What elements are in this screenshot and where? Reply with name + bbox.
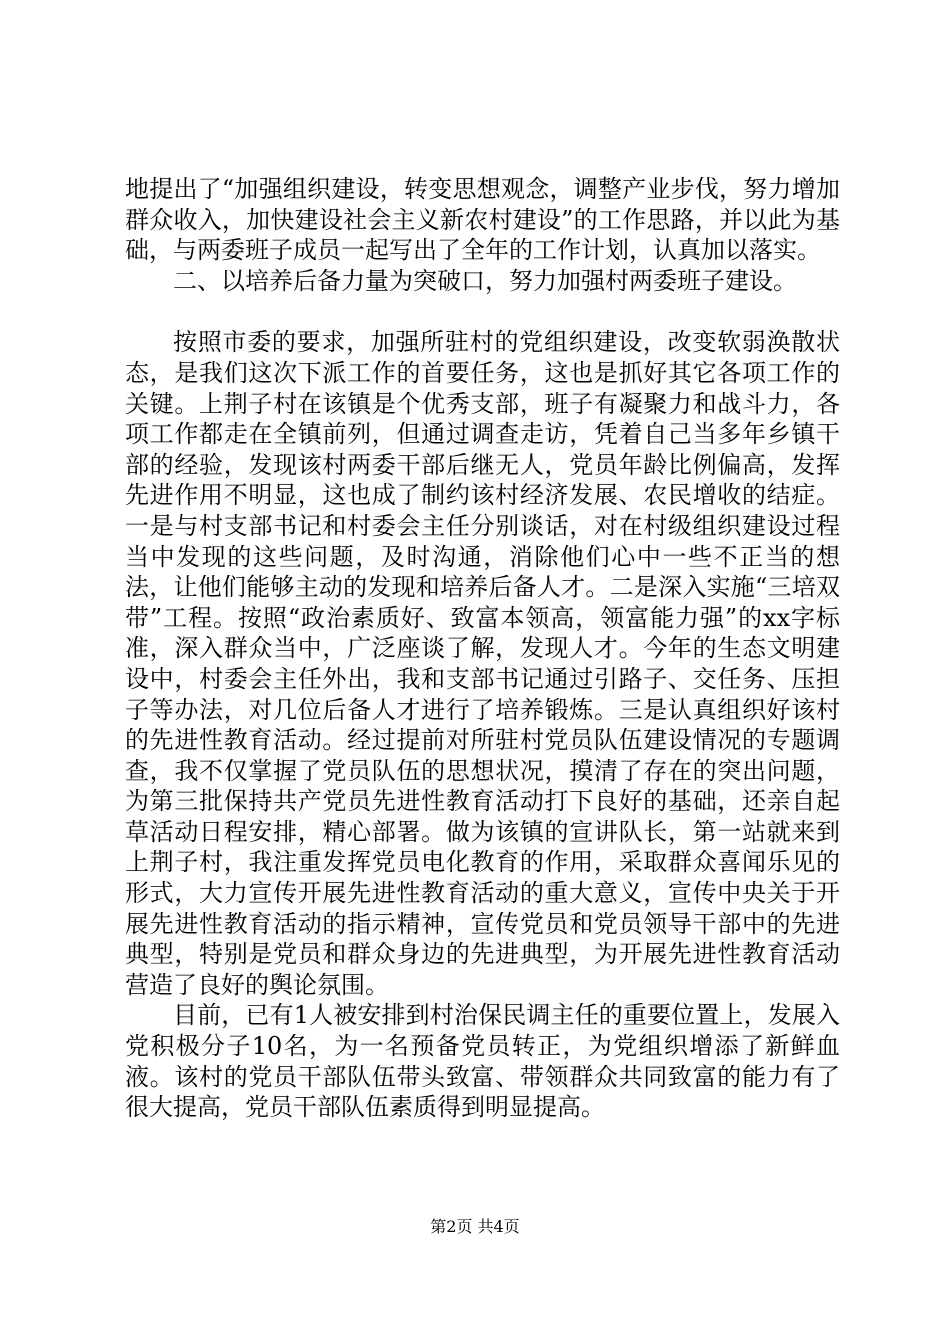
section-heading: 二、以培养后备力量为突破口，努力加强村两委班子建设。 — [173, 266, 797, 295]
paragraph-main: 按照市委的要求，加强所驻村的党组织建设，改变软弱涣散状态，是我们这次下派工作的首要任务，这也是抓好其它各项工作的关键。上荆子村在该镇是个优秀支部，班子有凝聚力和战斗力，各项工作都走在全镇前列，但通过调查走访，凭着自己当多年乡镇干部的经验，发现该村两委干部后继无人，党员年龄比例偏高，发挥先进作用不明显，这也成了制约该村经济发展、农民增收的结症。一是与村支部书记和村委会主任分别谈话，对在村级组织建设过程当中发现的这些问题，及时沟通，消除他们心中一些不正当的想法，让他们能够主动的发现和培养后备人才。二是深入实施“三培双带”工程。按照“政治素质好、致富本领高，领富能力强”的xx字标准，深入群众当中，广泛座谈了解，发现人才。今年的生态文明建设中，村委会主任外出，我和支部书记通过引路子、交任务、压担子等办法，对几位后备人才进行了培养锻炼。三是认真组织好该村的先进性教育活动。经过提前对所驻村党员队伍建设情况的专题调查，我不仅掌握了党员队伍的思想状况，摸清了存在的突出问题，为第三批保持共产党员先进性教育活动打下良好的基础，还亲自起草活动日程安排，精心部署。做为该镇的宣讲队长，第一站就来到上荆子村，我注重发挥党员电化教育的作用，采取群众喜闻乐见的形式，大力宣传开展先进性教育活动的重大意义，宣传中央关于开展先进性教育活动的指示精神，宣传党员和党员领导干部中的先进典型，特别是党员和群众身边的先进典型，为开展先进性教育活动营造了良好的舆论氛围。 — [125, 328, 840, 999]
paragraph-continuation: 地提出了“加强组织建设，转变思想观念，调整产业步伐，努力增加群众收入，加快建设社会主义新农村建设”的工作思路，并以此为基础，与两委班子成员一起写出了全年的工作计划，认真加以落实。 — [125, 175, 840, 265]
page-number: 第2页 共4页 — [430, 1217, 520, 1236]
document-body — [125, 174, 840, 1123]
paragraph-results: 目前，已有1人被安排到村治保民调主任的重要位置上，发展入党积极分子10名，为一名预备党员转正，为党组织增添了新鲜血液。该村的党员干部队伍带头致富、带领群众共同致富的能力有了很大提高，党员干部队伍素质得到明显提高。 — [125, 1001, 840, 1122]
page-footer — [0, 1217, 950, 1237]
